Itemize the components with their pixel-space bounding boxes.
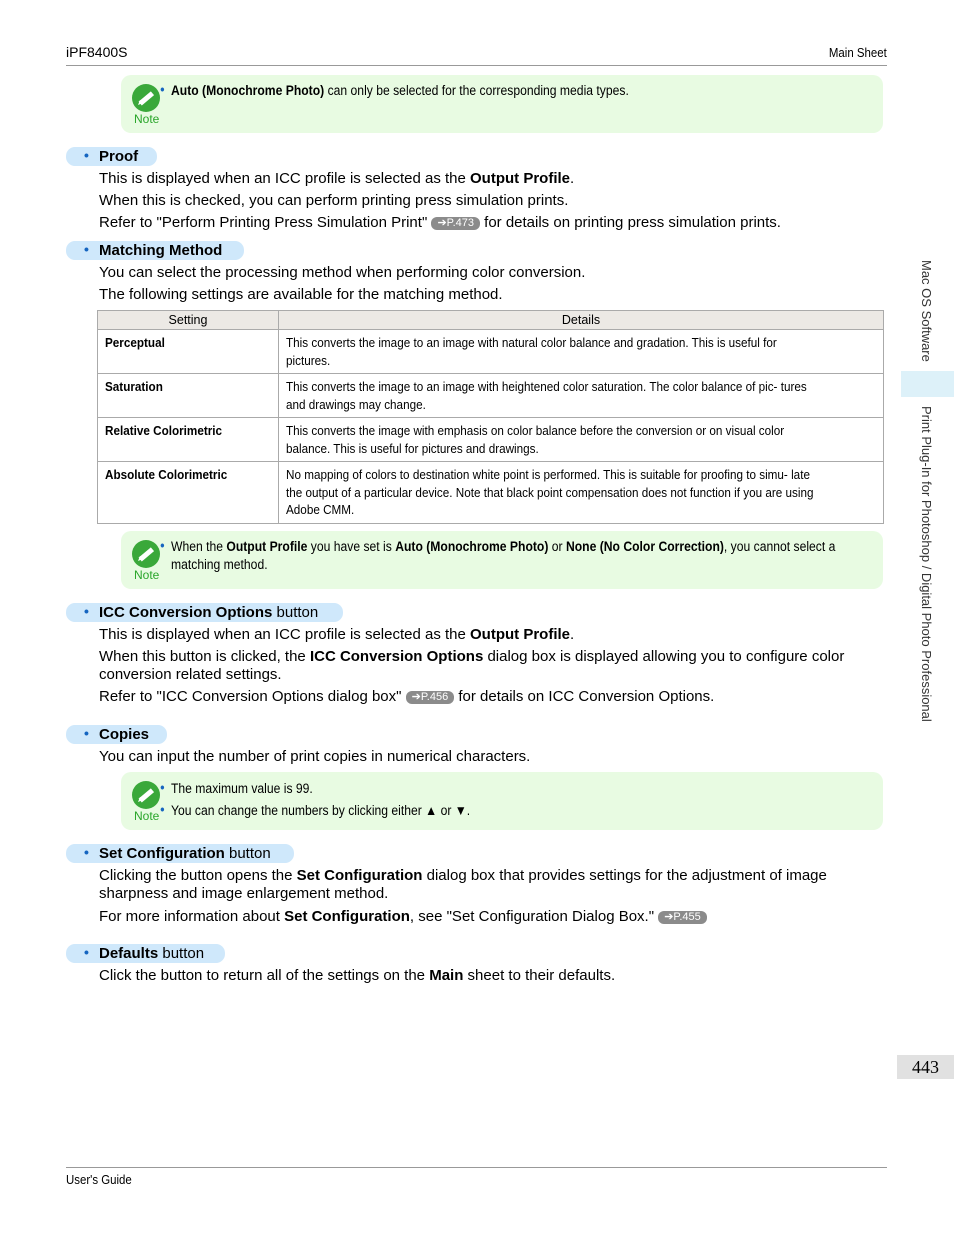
footer-title: User's Guide [66,1172,132,1187]
note-box [121,75,883,133]
paragraph: Clicking the button opens the Set Configuration dialog box that provides settings for the adjustment of image sharpness and image enlargement method. [99,867,827,902]
note-box [121,772,883,830]
side-tab-section[interactable]: Print Plug-In for Photoshop / Digital Photo Professional [919,406,934,722]
table-row [98,418,884,462]
paragraph: This is displayed when an ICC profile is selected as the Output Profile. [99,170,575,187]
note-pencil-icon [131,539,161,569]
page-reference-link[interactable]: ➔P.456 [406,691,455,704]
paragraph: When this is checked, you can perform printing press simulation prints. [99,192,569,209]
setting-name: Saturation [105,379,163,394]
paragraph: Refer to "Perform Printing Press Simulation Print" ➔P.473 for details on printing press simulation prints. [99,214,781,231]
page-reference-link[interactable]: ➔P.455 [658,911,707,924]
section-tag-set-configuration: • Set Configuration button [66,844,294,863]
paragraph: Click the button to return all of the settings on the Main sheet to their defaults. [99,967,616,984]
column-header: Details [279,311,884,330]
note-label: Note [134,809,160,823]
paragraph: For more information about Set Configuration, see "Set Configuration Dialog Box." ➔P.455 [99,908,879,926]
matching-method-table [97,310,884,524]
setting-details: This converts the image with emphasis on color balance before the conversion or on visual color balance. This is useful for pictures and drawings. [286,423,785,456]
note-pencil-icon [131,83,161,113]
side-tab-marker [901,371,954,397]
document-model: iPF8400S [66,44,128,60]
table-row [98,462,884,524]
setting-name: Absolute Colorimetric [105,467,228,482]
table-row [98,374,884,418]
header-divider [66,65,887,66]
section-tag-proof: • Proof [66,147,157,166]
note-item: • The maximum value is 99. [160,780,313,796]
paragraph: This is displayed when an ICC profile is selected as the Output Profile. [99,626,575,643]
setting-name: Relative Colorimetric [105,423,223,438]
note-label: Note [134,568,160,582]
setting-details: No mapping of colors to destination white point is performed. This is suitable for proofing to simu- late the output of a particular device. Note that black point compensation does not function if you are using Adobe CMM. [286,467,814,517]
footer-divider [66,1167,887,1168]
note-item: • You can change the numbers by clicking either ▲ or ▼. [160,802,471,818]
page-reference-link[interactable]: ➔P.473 [431,217,480,230]
setting-details: This converts the image to an image with natural color balance and gradation. This is useful for pictures. [286,335,777,368]
paragraph: The following settings are available for the matching method. [99,286,503,303]
section-tag-matching-method: • Matching Method [66,241,244,260]
note-item: • When the Output Profile you have set is Auto (Monochrome Photo) or None (No Color Correction), you cannot select a matching method. [160,538,836,572]
side-tab-chapter[interactable]: Mac OS Software [919,260,934,362]
note-pencil-icon [131,780,161,810]
paragraph: Refer to "ICC Conversion Options dialog box" ➔P.456 for details on ICC Conversion Options. [99,688,715,705]
section-tag-copies: • Copies [66,725,167,744]
table-row [98,330,884,374]
setting-details: This converts the image to an image with heightened color saturation. The color balance of pic- tures and drawings may change. [286,379,807,412]
page-number: 443 [897,1055,954,1079]
note-item: • Auto (Monochrome Photo) can only be selected for the corresponding media types. [160,82,629,98]
note-label: Note [134,112,160,126]
note-box [121,531,883,589]
section-title: Main Sheet [829,45,887,60]
section-tag-defaults: • Defaults button [66,944,225,963]
paragraph: You can select the processing method when performing color conversion. [99,264,586,281]
setting-name: Perceptual [105,335,165,350]
column-header: Setting [98,311,279,330]
section-tag-icc-conversion-options: • ICC Conversion Options button [66,603,343,622]
paragraph: You can input the number of print copies in numerical characters. [99,748,531,765]
paragraph: When this button is clicked, the ICC Conversion Options dialog box is displayed allowing you to configure color conversion related settings. [99,648,845,683]
table-header-row [98,311,884,330]
